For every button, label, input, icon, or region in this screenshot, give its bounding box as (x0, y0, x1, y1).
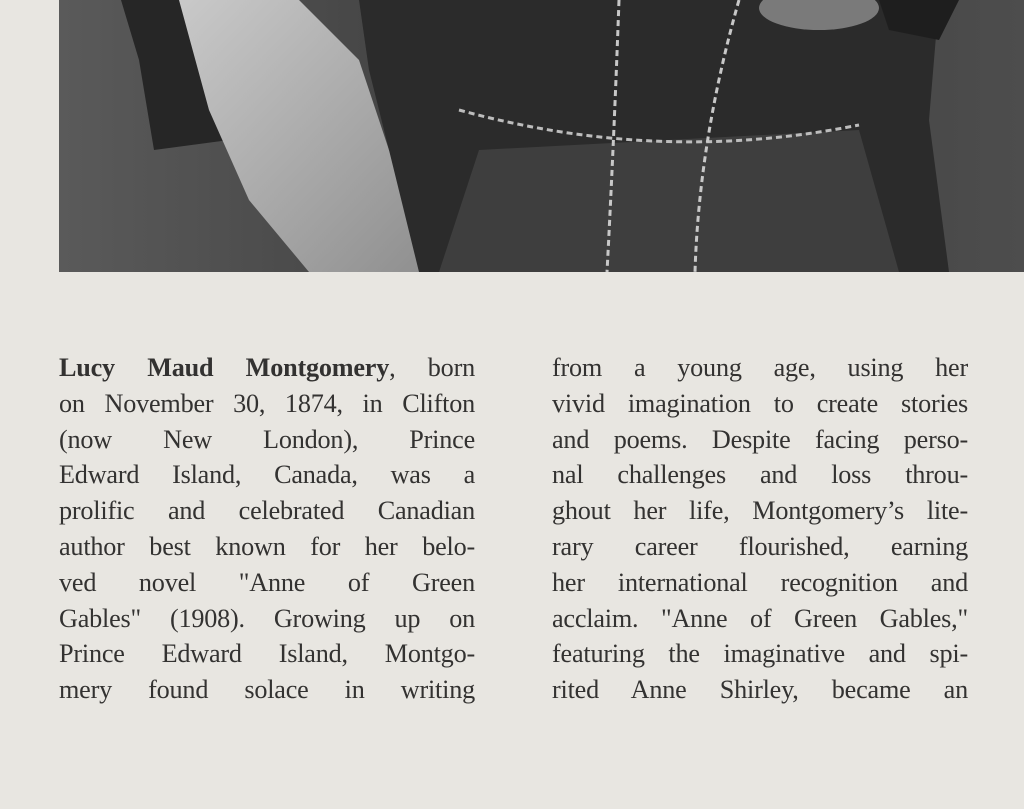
text-line: (now New London), Prince (59, 424, 475, 454)
text-fragment: , born (389, 353, 475, 382)
article-column-right (552, 350, 968, 708)
text-line: on November 30, 1874, in Clifton (59, 388, 475, 418)
article-column-left (59, 350, 475, 708)
text-line: prolific and celebrated Canadian (59, 496, 475, 526)
text-line: acclaim. "Anne of Green Gables," (552, 603, 968, 633)
text-line: Gables" (1908). Growing up on (59, 603, 475, 633)
subject-name: Lucy Maud Montgomery (59, 353, 390, 382)
text-line: mery found solace in writing (59, 675, 475, 705)
text-line: nal challenges and loss throu- (552, 460, 968, 490)
text-line: ghout her life, Montgomery’s lite- (552, 496, 968, 526)
text-line: author best known for her belo- (59, 531, 475, 561)
text-line: ved novel "Anne of Green (59, 567, 475, 597)
text-line: rited Anne Shirley, became an (552, 675, 968, 705)
text-line: featuring the imaginative and spi- (552, 639, 968, 669)
text-line: and poems. Despite facing perso- (552, 424, 968, 454)
text-line: vivid imagination to create stories (552, 388, 968, 418)
text-line: Edward Island, Canada, was a (59, 460, 475, 490)
text-line: rary career flourished, earning (552, 531, 968, 561)
text-line: Prince Edward Island, Montgo- (59, 639, 475, 669)
text-line: from a young age, using her (552, 353, 968, 382)
text-line: her international recognition and (552, 567, 968, 597)
text-line (59, 350, 475, 386)
portrait-photo (59, 0, 1024, 272)
